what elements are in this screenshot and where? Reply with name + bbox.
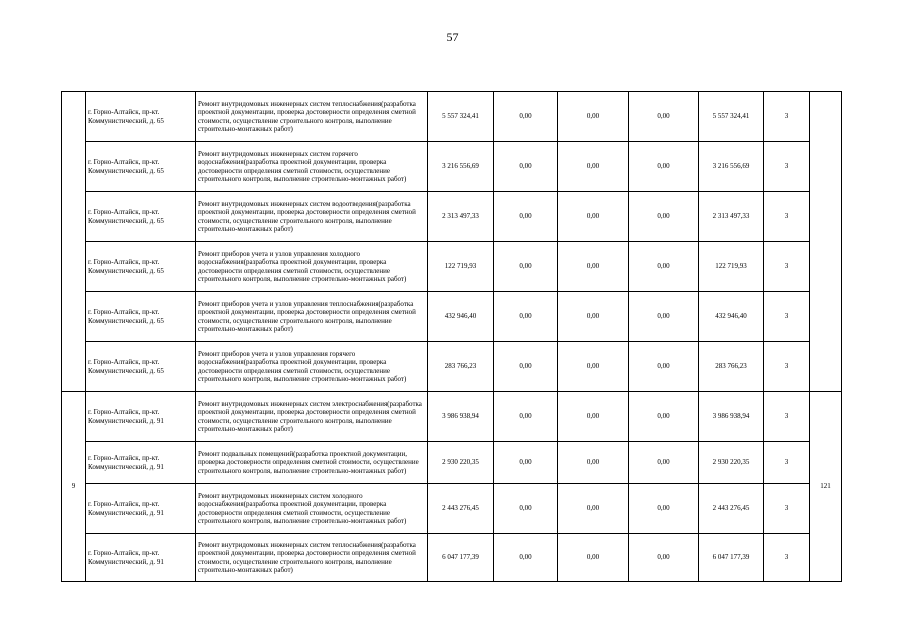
address-line: Коммунистический, д. 65 — [88, 116, 164, 125]
code-cell: 3 — [764, 392, 810, 442]
zero-amount-cell: 0,00 — [558, 142, 629, 192]
table-row — [62, 484, 842, 534]
address-cell — [86, 192, 196, 242]
zero-amount-cell: 0,00 — [494, 534, 558, 582]
zero-amount-cell: 0,00 — [558, 192, 629, 242]
sum-cell: 3 216 556,69 — [699, 142, 764, 192]
sum-cell: 2 930 220,35 — [699, 442, 764, 484]
sum-cell: 432 946,40 — [699, 292, 764, 342]
address-line: Коммунистический, д. 91 — [88, 462, 164, 471]
address-cell — [86, 442, 196, 484]
code-cell: 3 — [764, 484, 810, 534]
zero-amount-cell: 0,00 — [558, 242, 629, 292]
table-row — [62, 192, 842, 242]
zero-amount-cell: 0,00 — [558, 392, 629, 442]
zero-amount-cell: 0,00 — [494, 342, 558, 392]
zero-amount-cell: 0,00 — [494, 192, 558, 242]
zero-amount-cell: 0,00 — [629, 342, 699, 392]
zero-amount-cell: 0,00 — [558, 92, 629, 142]
address-cell — [86, 534, 196, 582]
zero-amount-cell: 0,00 — [494, 92, 558, 142]
zero-amount-cell: 0,00 — [629, 142, 699, 192]
amount-cell: 283 766,23 — [428, 342, 494, 392]
zero-amount-cell: 0,00 — [629, 242, 699, 292]
work-description-cell: Ремонт приборов учета и узлов управления теплоснабжения(разработка проектной документации, проверка достоверности определения сметной стоимости, осуществление строительного контроля, выполнение строительно-монтажных работ) — [196, 292, 428, 342]
amount-cell: 432 946,40 — [428, 292, 494, 342]
address-line: Коммунистический, д. 65 — [88, 166, 164, 175]
page-number: 57 — [446, 30, 459, 44]
address-line: Коммунистический, д. 91 — [88, 416, 164, 425]
address-line: Коммунистический, д. 65 — [88, 366, 164, 375]
work-description-cell: Ремонт подвальных помещений(разработка проектной документации, проверка достоверности определения сметной стоимости, осуществление строительного контроля, выполнение строительно-монтажных работ) — [196, 442, 428, 484]
amount-cell: 5 557 324,41 — [428, 92, 494, 142]
amount-cell: 2 930 220,35 — [428, 442, 494, 484]
code-cell: 3 — [764, 342, 810, 392]
address-line: г. Горно-Алтайск, пр-кт. — [88, 108, 160, 116]
code-cell: 3 — [764, 242, 810, 292]
address-cell — [86, 92, 196, 142]
table-row — [62, 342, 842, 392]
zero-amount-cell: 0,00 — [494, 484, 558, 534]
code-cell: 3 — [764, 142, 810, 192]
work-description-cell: Ремонт приборов учета и узлов управления горячего водоснабжения(разработка проектной документации, проверка достоверности определения сметной стоимости, осуществление строительного контроля, выполнение строительно-монтажных работ) — [196, 342, 428, 392]
code-cell: 3 — [764, 192, 810, 242]
work-description-cell: Ремонт внутридомовых инженерных систем водоотведения(разработка проектной документации, проверка достоверности определения сметной стоимости, осуществление строительного контроля, выполнение строительно-монтажных работ) — [196, 192, 428, 242]
table-row — [62, 142, 842, 192]
amount-cell: 2 443 276,45 — [428, 484, 494, 534]
code-cell: 3 — [764, 442, 810, 484]
work-description-cell: Ремонт внутридомовых инженерных систем холодного водоснабжения(разработка проектной документации, проверка достоверности определения сметной стоимости, осуществление строительного контроля, выполнение строительно-монтажных работ) — [196, 484, 428, 534]
sum-cell: 283 766,23 — [699, 342, 764, 392]
work-description-cell: Ремонт внутридомовых инженерных систем теплоснабжения(разработка проектной документации, проверка достоверности определения сметной стоимости, осуществление строительного контроля, выполнение строительно-монтажных работ) — [196, 92, 428, 142]
address-line: Коммунистический, д. 91 — [88, 508, 164, 517]
zero-amount-cell: 0,00 — [629, 484, 699, 534]
address-line: г. Горно-Алтайск, пр-кт. — [88, 454, 160, 462]
address-line: Коммунистический, д. 91 — [88, 557, 164, 566]
address-cell — [86, 242, 196, 292]
zero-amount-cell: 0,00 — [558, 484, 629, 534]
zero-amount-cell: 0,00 — [494, 242, 558, 292]
sum-cell: 2 443 276,45 — [699, 484, 764, 534]
sum-cell: 2 313 497,33 — [699, 192, 764, 242]
sum-cell: 6 047 177,39 — [699, 534, 764, 582]
address-line: г. Горно-Алтайск, пр-кт. — [88, 358, 160, 366]
address-cell — [86, 342, 196, 392]
code-cell: 3 — [764, 92, 810, 142]
address-line: Коммунистический, д. 65 — [88, 316, 164, 325]
amount-cell: 3 216 556,69 — [428, 142, 494, 192]
table-row — [62, 442, 842, 484]
sum-cell: 3 986 938,94 — [699, 392, 764, 442]
table-row — [62, 92, 842, 142]
table-row — [62, 392, 842, 442]
address-line: г. Горно-Алтайск, пр-кт. — [88, 308, 160, 316]
zero-amount-cell: 0,00 — [629, 534, 699, 582]
repair-registry-table — [61, 91, 842, 582]
row-number-cell — [62, 92, 86, 392]
zero-amount-cell: 0,00 — [629, 392, 699, 442]
amount-cell: 3 986 938,94 — [428, 392, 494, 442]
address-line: г. Горно-Алтайск, пр-кт. — [88, 549, 160, 557]
zero-amount-cell: 0,00 — [494, 142, 558, 192]
amount-cell: 122 719,93 — [428, 242, 494, 292]
zero-amount-cell: 0,00 — [558, 292, 629, 342]
work-description-cell: Ремонт внутридомовых инженерных систем электроснабжения(разработка проектной документации, проверка достоверности определения сметной стоимости, осуществление строительного контроля, выполнение строительно-монтажных работ) — [196, 392, 428, 442]
address-cell — [86, 484, 196, 534]
code-cell: 3 — [764, 534, 810, 582]
amount-cell: 2 313 497,33 — [428, 192, 494, 242]
table-row — [62, 242, 842, 292]
zero-amount-cell: 0,00 — [629, 92, 699, 142]
zero-amount-cell: 0,00 — [494, 392, 558, 442]
zero-amount-cell: 0,00 — [629, 192, 699, 242]
row-number-cell: 9 — [62, 392, 86, 582]
zero-amount-cell: 0,00 — [558, 442, 629, 484]
work-description-cell: Ремонт внутридомовых инженерных систем горячего водоснабжения(разработка проектной документации, проверка достоверности определения сметной стоимости, осуществление строительного контроля, выполнение строительно-монтажных работ) — [196, 142, 428, 192]
sum-cell: 5 557 324,41 — [699, 92, 764, 142]
address-line: г. Горно-Алтайск, пр-кт. — [88, 258, 160, 266]
total-cell: 121 — [810, 392, 842, 582]
address-line: г. Горно-Алтайск, пр-кт. — [88, 158, 160, 166]
address-cell — [86, 392, 196, 442]
address-line: Коммунистический, д. 65 — [88, 216, 164, 225]
table-row — [62, 292, 842, 342]
zero-amount-cell: 0,00 — [494, 442, 558, 484]
zero-amount-cell: 0,00 — [558, 342, 629, 392]
zero-amount-cell: 0,00 — [494, 292, 558, 342]
address-line: г. Горно-Алтайск, пр-кт. — [88, 500, 160, 508]
address-cell — [86, 142, 196, 192]
code-cell: 3 — [764, 292, 810, 342]
sum-cell: 122 719,93 — [699, 242, 764, 292]
work-description-cell: Ремонт внутридомовых инженерных систем теплоснабжения(разработка проектной документации, проверка достоверности определения сметной стоимости, осуществление строительного контроля, выполнение строительно-монтажных работ) — [196, 534, 428, 582]
work-description-cell: Ремонт приборов учета и узлов управления холодного водоснабжения(разработка проектной документации, проверка достоверности определения сметной стоимости, осуществление строительного контроля, выполнение строительно-монтажных работ) — [196, 242, 428, 292]
zero-amount-cell: 0,00 — [629, 292, 699, 342]
address-line: Коммунистический, д. 65 — [88, 266, 164, 275]
zero-amount-cell: 0,00 — [629, 442, 699, 484]
address-line: г. Горно-Алтайск, пр-кт. — [88, 408, 160, 416]
address-cell — [86, 292, 196, 342]
total-cell — [810, 92, 842, 392]
address-line: г. Горно-Алтайск, пр-кт. — [88, 208, 160, 216]
amount-cell: 6 047 177,39 — [428, 534, 494, 582]
table-row — [62, 534, 842, 582]
zero-amount-cell: 0,00 — [558, 534, 629, 582]
